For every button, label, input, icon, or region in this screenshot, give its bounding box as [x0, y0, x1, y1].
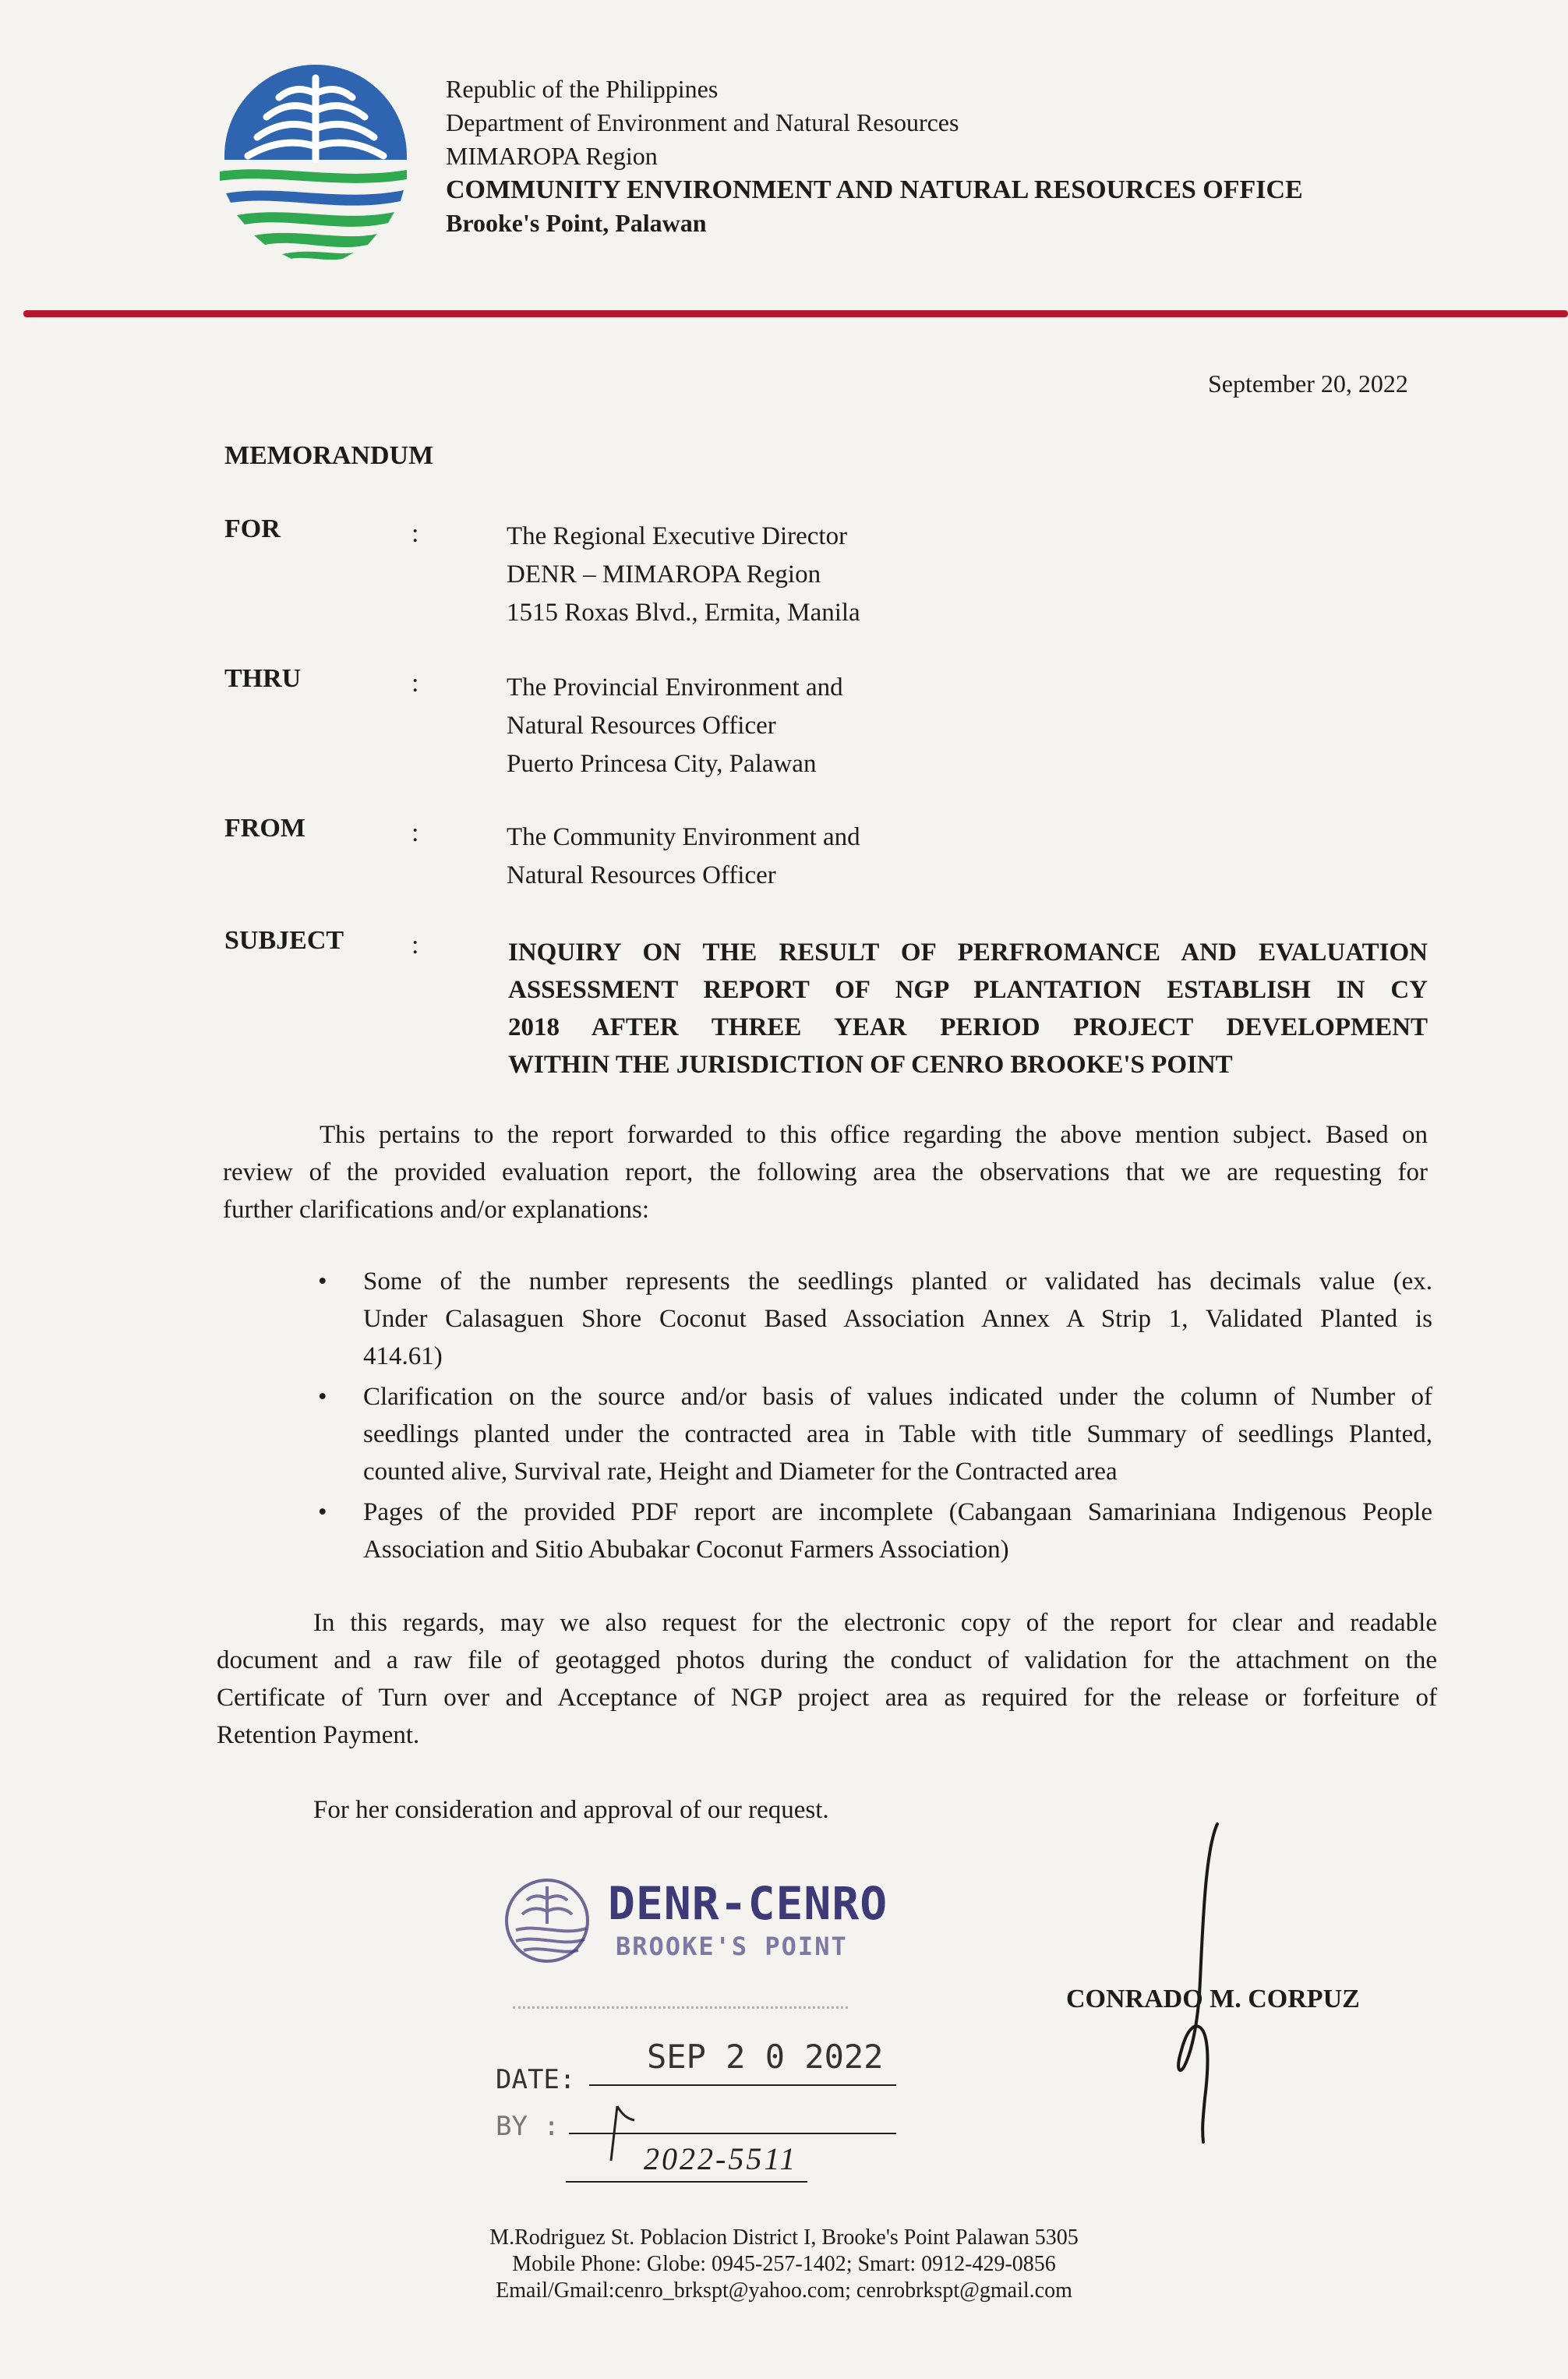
bullet-line: Clarification on the source and/or basis of values indicated under the column of Number of — [363, 1383, 1432, 1411]
initial-mark-icon — [588, 2098, 642, 2176]
thru-label: THRU — [224, 664, 302, 693]
memo-date: September 20, 2022 — [1208, 369, 1408, 398]
intro-line: further clarifications and/or explanations: — [223, 1196, 650, 1224]
bullet-line: counted alive, Survival rate, Height and Diameter for the Contracted area — [363, 1458, 1118, 1486]
subject-colon: : — [411, 931, 419, 960]
list-item — [318, 1263, 1432, 1375]
list-item — [318, 1494, 1432, 1568]
footer-line: Email/Gmail:cenro_brkspt@yahoo.com; cenrobrkspt@gmail.com — [496, 2278, 1072, 2303]
subject-line: ASSESSMENT REPORT OF NGP PLANTATION ESTABLISH IN CY — [508, 976, 1428, 1004]
observation-list — [318, 1263, 1432, 1571]
letterhead-office: COMMUNITY ENVIRONMENT AND NATURAL RESOURCES OFFICE — [446, 175, 1303, 204]
from-label: FROM — [224, 814, 305, 843]
stamp-number-line — [566, 2181, 807, 2183]
for-colon: : — [411, 519, 419, 548]
intro-line: review of the provided evaluation report, the following area the observations that we are requesting for — [223, 1158, 1428, 1186]
subject-line: WITHIN THE JURISDICTION OF CENRO BROOKE'S POINT — [508, 1051, 1233, 1079]
subject-text — [508, 934, 1428, 1083]
list-item — [318, 1378, 1432, 1490]
from-line: Natural Resources Officer — [507, 861, 776, 889]
letterhead-republic: Republic of the Philippines — [446, 75, 719, 103]
denr-logo — [210, 55, 421, 265]
subject-line: INQUIRY ON THE RESULT OF PERFROMANCE AND EVALUATION — [508, 939, 1428, 967]
letterhead-region: MIMAROPA Region — [446, 142, 658, 170]
footer-line: M.Rodriguez St. Poblacion District I, Brooke's Point Palawan 5305 — [489, 2225, 1079, 2250]
for-line: DENR – MIMAROPA Region — [507, 560, 821, 589]
header-divider — [23, 310, 1568, 317]
received-stamp — [491, 1868, 896, 2195]
thru-line: Puerto Princesa City, Palawan — [507, 750, 817, 778]
intro-line: This pertains to the report forwarded to this office regarding the above mention subject. Based on — [320, 1121, 1428, 1149]
request-line: Retention Payment. — [217, 1721, 420, 1749]
intro-paragraph — [223, 1116, 1428, 1228]
stamp-by-label: BY : — [496, 2111, 560, 2142]
for-label: FOR — [224, 514, 281, 543]
stamp-date-label: DATE: — [496, 2064, 576, 2095]
stamp-logo-icon — [493, 1875, 609, 1969]
bullet-line: Under Calasaguen Shore Coconut Based Association Annex A Strip 1, Validated Planted is — [363, 1305, 1432, 1333]
signature-mark — [1169, 1816, 1239, 2144]
stamp-date-line — [589, 2084, 896, 2086]
thru-line: Natural Resources Officer — [507, 712, 776, 740]
bullet-line: Some of the number represents the seedlings planted or validated has decimals value (ex. — [363, 1267, 1432, 1296]
footer-line: Mobile Phone: Globe: 0945-257-1402; Smart: 0912-429-0856 — [512, 2252, 1056, 2276]
from-sender — [507, 818, 860, 895]
bullet-icon: • — [318, 1383, 327, 1411]
footer-address — [0, 2225, 1568, 2304]
for-line: The Regional Executive Director — [507, 522, 848, 550]
bullet-line: Pages of the provided PDF report are incomplete (Cabangaan Samariniana Indigenous People — [363, 1498, 1432, 1526]
stamp-date-value: SEP 2 0 2022 — [647, 2038, 884, 2076]
from-colon: : — [411, 818, 419, 847]
stamp-number: 2022-5511 — [644, 2141, 798, 2176]
subject-line: 2018 AFTER THREE YEAR PERIOD PROJECT DEVELOPMENT — [508, 1013, 1428, 1041]
bullet-line: seedlings planted under the contracted area in Table with title Summary of seedlings Planted, — [363, 1420, 1432, 1448]
for-line: 1515 Roxas Blvd., Ermita, Manila — [507, 599, 860, 627]
letterhead-department: Department of Environment and Natural Resources — [446, 108, 959, 136]
closing-line: For her consideration and approval of our request. — [313, 1796, 829, 1824]
thru-line: The Provincial Environment and — [507, 673, 843, 702]
request-paragraph — [217, 1604, 1437, 1754]
letterhead-location: Brooke's Point, Palawan — [446, 209, 707, 237]
request-line: Certificate of Turn over and Acceptance of NGP project area as required for the release or forfeiture of — [217, 1684, 1437, 1712]
stamp-divider — [513, 2006, 848, 2009]
memo-title: MEMORANDUM — [224, 441, 434, 470]
thru-colon: : — [411, 669, 419, 698]
request-line: document and a raw file of geotagged photos during the conduct of validation for the attachment on the — [217, 1646, 1437, 1674]
from-line: The Community Environment and — [507, 823, 860, 851]
subject-label: SUBJECT — [224, 926, 344, 955]
for-recipient — [507, 518, 860, 632]
thru-recipient — [507, 669, 843, 783]
stamp-title: DENR-CENRO — [608, 1877, 888, 1930]
bullet-line: Association and Sitio Abubakar Coconut Farmers Association) — [363, 1536, 1009, 1564]
bullet-line: 414.61) — [363, 1342, 443, 1370]
signatory-name: CONRADO M. CORPUZ — [1066, 1985, 1360, 2013]
bullet-icon: • — [318, 1498, 327, 1526]
request-line: In this regards, may we also request for the electronic copy of the report for clear and readable — [313, 1609, 1437, 1637]
bullet-icon: • — [318, 1267, 327, 1296]
stamp-subtitle: BROOKE'S POINT — [616, 1932, 848, 1961]
